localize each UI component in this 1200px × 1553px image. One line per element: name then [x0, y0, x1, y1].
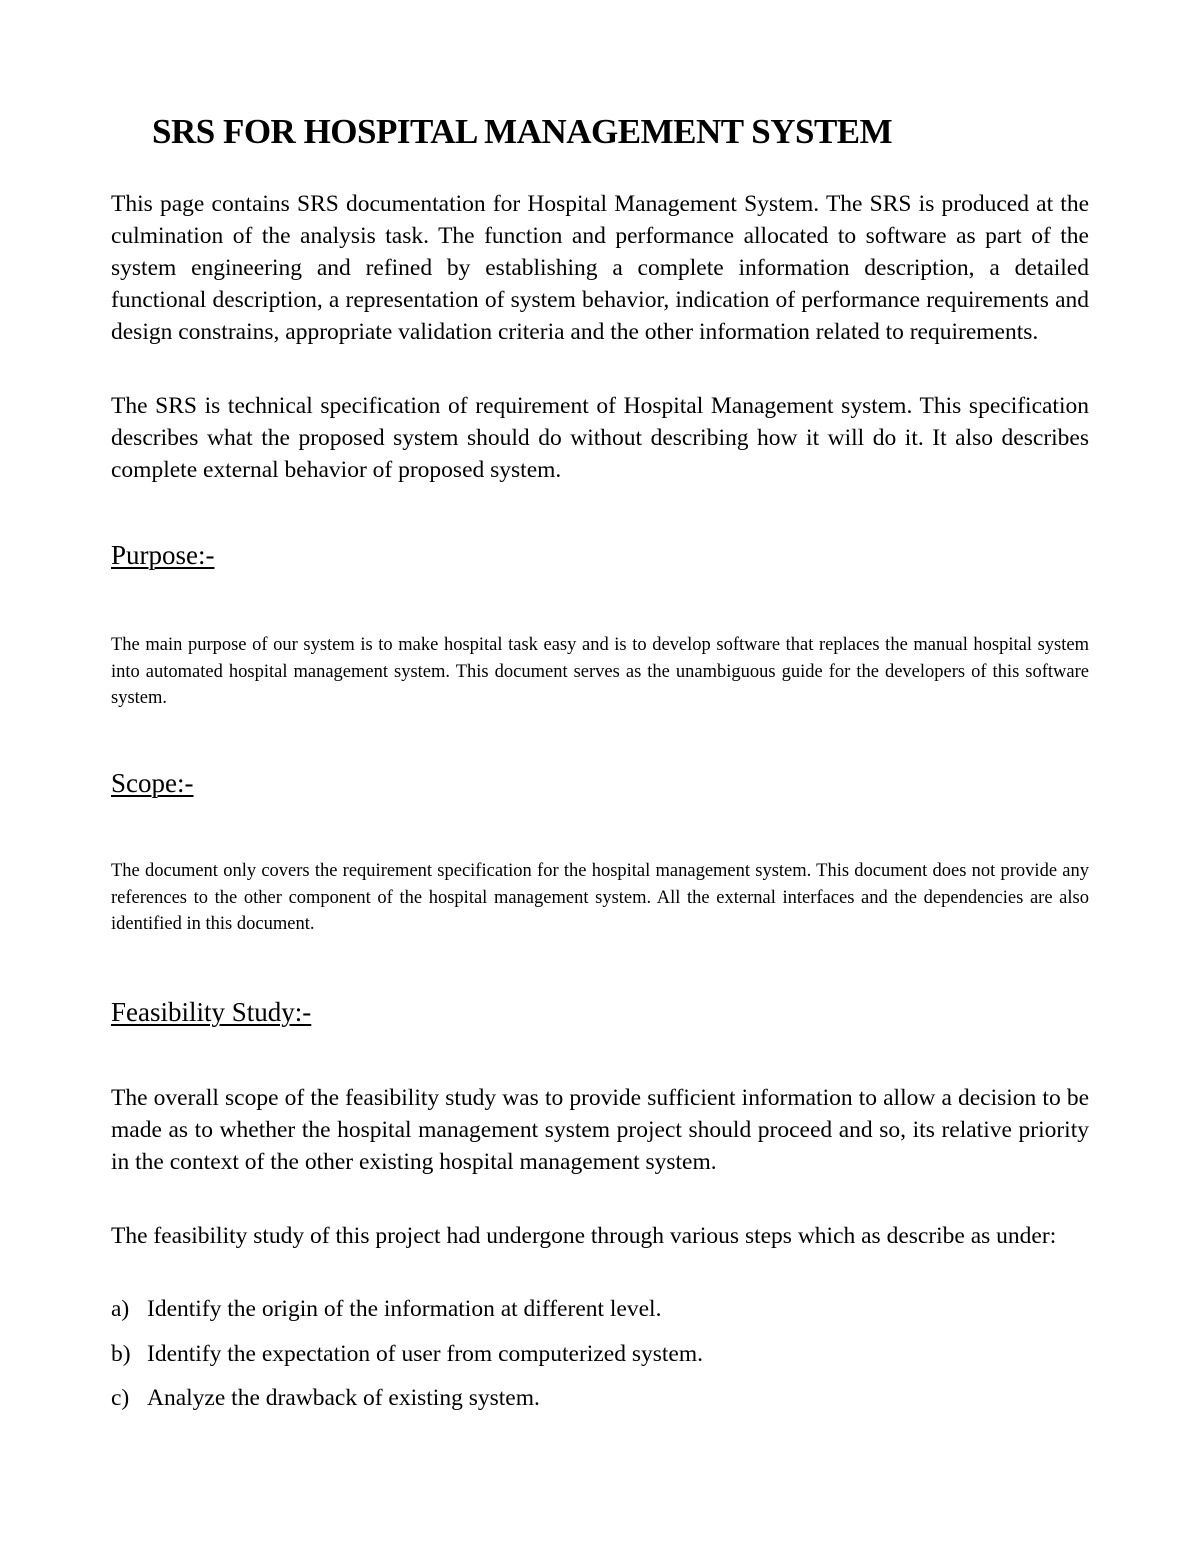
list-item-text: Identify the expectation of user from computerized system. — [147, 1341, 703, 1367]
list-marker: a) — [111, 1296, 130, 1322]
feasibility-paragraph-2: The feasibility study of this project had undergone through various steps which as describe as under: — [111, 1223, 1057, 1249]
list-item-text: Analyze the drawback of existing system. — [147, 1385, 540, 1411]
scope-text: The document only covers the requirement specification for the hospital management system. This document does not provide any references to the other component of the hospital management system. All the external interfaces and the dependencies are also identified in this document. — [111, 861, 1089, 934]
list-item — [111, 1293, 661, 1325]
feasibility-paragraph-1: The overall scope of the feasibility study was to provide sufficient information to allow a decision to be made as to whether the hospital management system project should proceed and so, its relative priority in the context of the other existing hospital management system. — [111, 1085, 1089, 1175]
scope-heading: Scope:- — [111, 768, 194, 798]
purpose-text: The main purpose of our system is to make hospital task easy and is to develop software that replaces the manual hospital system into automated hospital management system. This document serves as the unambiguous guide for the developers of this software system. — [111, 635, 1089, 708]
intro-paragraph-1: This page contains SRS documentation for Hospital Management System. The SRS is produced at the culmination of the analysis task. The function and performance allocated to software as part of the system engineering and refined by establishing a complete information description, a detailed functional description, a representation of system behavior, indication of performance requirements and design constrains, appropriate validation criteria and the other information related to requirements. — [111, 191, 1089, 345]
purpose-heading: Purpose:- — [111, 540, 215, 570]
page-title: SRS FOR HOSPITAL MANAGEMENT SYSTEM — [152, 112, 893, 151]
feasibility-heading: Feasibility Study:- — [111, 997, 312, 1027]
list-item — [111, 1382, 540, 1414]
list-item-text: Identify the origin of the information at different level. — [147, 1296, 662, 1322]
list-marker: b) — [111, 1341, 131, 1367]
list-item — [111, 1338, 703, 1370]
intro-paragraph-2: The SRS is technical specification of requirement of Hospital Management system. This specification describes what the proposed system should do without describing how it will do it. It also describes complete external behavior of proposed system. — [111, 393, 1089, 483]
list-marker: c) — [111, 1385, 130, 1411]
